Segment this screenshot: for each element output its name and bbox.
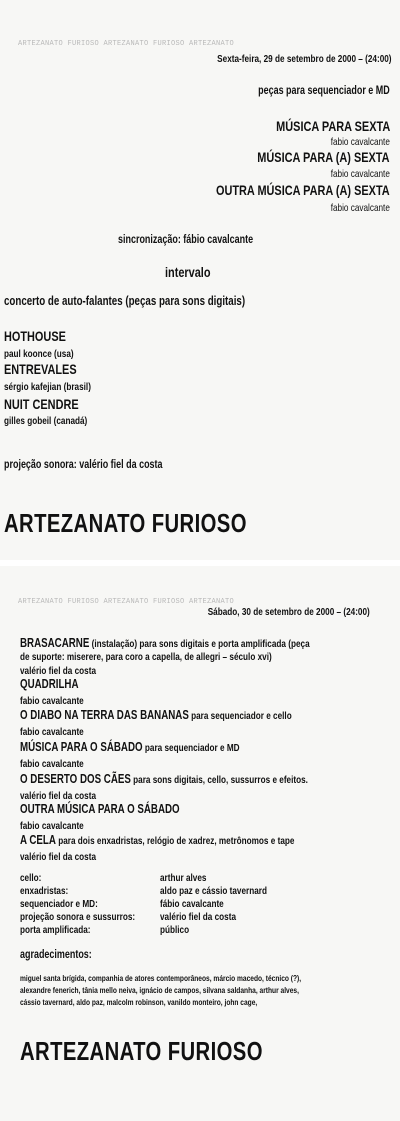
- credit-role: enxadristas:: [20, 885, 69, 897]
- work-entry: A CELA para dois enxadristas, relógio de xadrez, metrônomos e tape: [20, 833, 295, 847]
- work-entry: MÚSICA PARA O SÁBADO para sequenciador e MD: [20, 740, 240, 754]
- piece-title: ENTREVALES: [4, 361, 77, 377]
- interval-heading: intervalo: [165, 264, 211, 280]
- acknowledgements-line: miguel santa brígida, companhia de atores contemporâneos, márcio macedo, técnico (?),: [20, 973, 302, 983]
- section-subtitle: peças para sequenciador e MD: [258, 85, 390, 97]
- work-composer: fabio cavalcante: [20, 695, 84, 707]
- event-date: Sexta-feira, 29 de setembro de 2000 – (24:00): [217, 53, 392, 65]
- event-title-footer: ARTEZANATO FURIOSO: [20, 1036, 263, 1066]
- credit-role: sequenciador e MD:: [20, 898, 98, 910]
- credit-name: aldo paz e cássio tavernard: [160, 885, 267, 897]
- bleed-through-text: ARTEZANATO FURIOSO ARTEZANATO FURIOSO ARTEZANATO: [18, 40, 235, 48]
- credit-name: fábio cavalcante: [160, 898, 224, 910]
- sync-credit: sincronização: fábio cavalcante: [118, 234, 254, 246]
- work-entry: O DIABO NA TERRA DAS BANANAS para sequenciador e cello: [20, 708, 292, 722]
- work-composer: valério fiel da costa: [20, 665, 97, 677]
- work-title: OUTRA MÚSICA PARA (A) SEXTA: [216, 182, 390, 198]
- work-composer: fabio cavalcante: [20, 726, 84, 738]
- acknowledgements-line: cássio tavernard, aldo paz, malcolm robinson, vanildo monteiro, john cage,: [20, 997, 258, 1007]
- work-desc-continued: de suporte: miserere, para coro a capella, de allegri – século xvi): [20, 651, 272, 663]
- work-composer: valério fiel da costa: [20, 790, 97, 802]
- event-date: Sábado, 30 de setembro de 2000 – (24:00): [207, 606, 370, 618]
- work-composer: fabio cavalcante: [330, 202, 390, 214]
- work-title: OUTRA MÚSICA PARA O SÁBADO: [20, 802, 180, 816]
- piece-title: NUIT CENDRE: [4, 396, 79, 412]
- piece-title: HOTHOUSE: [4, 328, 66, 344]
- work-composer: valério fiel da costa: [20, 851, 97, 863]
- credit-role: projeção sonora e sussurros:: [20, 911, 136, 923]
- work-composer: fabio cavalcante: [20, 758, 84, 770]
- event-title-footer: ARTEZANATO FURIOSO: [4, 508, 247, 538]
- credit-name: público: [160, 924, 190, 936]
- piece-composer: paul koonce (usa): [4, 348, 74, 360]
- piece-composer: sérgio kafejian (brasil): [4, 381, 91, 393]
- credit-role: porta amplificada:: [20, 924, 91, 936]
- work-title: MÚSICA PARA SEXTA: [275, 118, 390, 134]
- acknowledgements-heading: agradecimentos:: [20, 949, 92, 961]
- concert-heading: concerto de auto-falantes (peças para sons digitais): [4, 294, 246, 308]
- credit-name: arthur alves: [160, 872, 207, 884]
- credit-role: cello:: [20, 872, 42, 884]
- work-title: QUADRILHA: [20, 677, 79, 691]
- acknowledgements-line: alexandre fenerich, tânia mello neiva, ignácio de campos, silvana saldanha, arthur alves,: [20, 985, 299, 995]
- work-composer: fabio cavalcante: [330, 168, 390, 180]
- piece-composer: gilles gobeil (canadá): [4, 415, 88, 427]
- work-title: MÚSICA PARA (A) SEXTA: [257, 149, 390, 165]
- work-composer: fabio cavalcante: [330, 136, 390, 148]
- bleed-through-text: ARTEZANATO FURIOSO ARTEZANATO FURIOSO ARTEZANATO: [18, 598, 235, 606]
- work-composer: fabio cavalcante: [20, 820, 84, 832]
- work-entry: BRASACARNE (instalação) para sons digitais e porta amplificada (peça: [20, 636, 310, 650]
- program-page-friday: [0, 0, 400, 560]
- projection-credit: projeção sonora: valério fiel da costa: [4, 459, 163, 471]
- credit-name: valério fiel da costa: [160, 911, 237, 923]
- program-page-saturday: [0, 566, 400, 1121]
- work-entry: O DESERTO DOS CÃES para sons digitais, cello, sussurros e efeitos.: [20, 772, 308, 786]
